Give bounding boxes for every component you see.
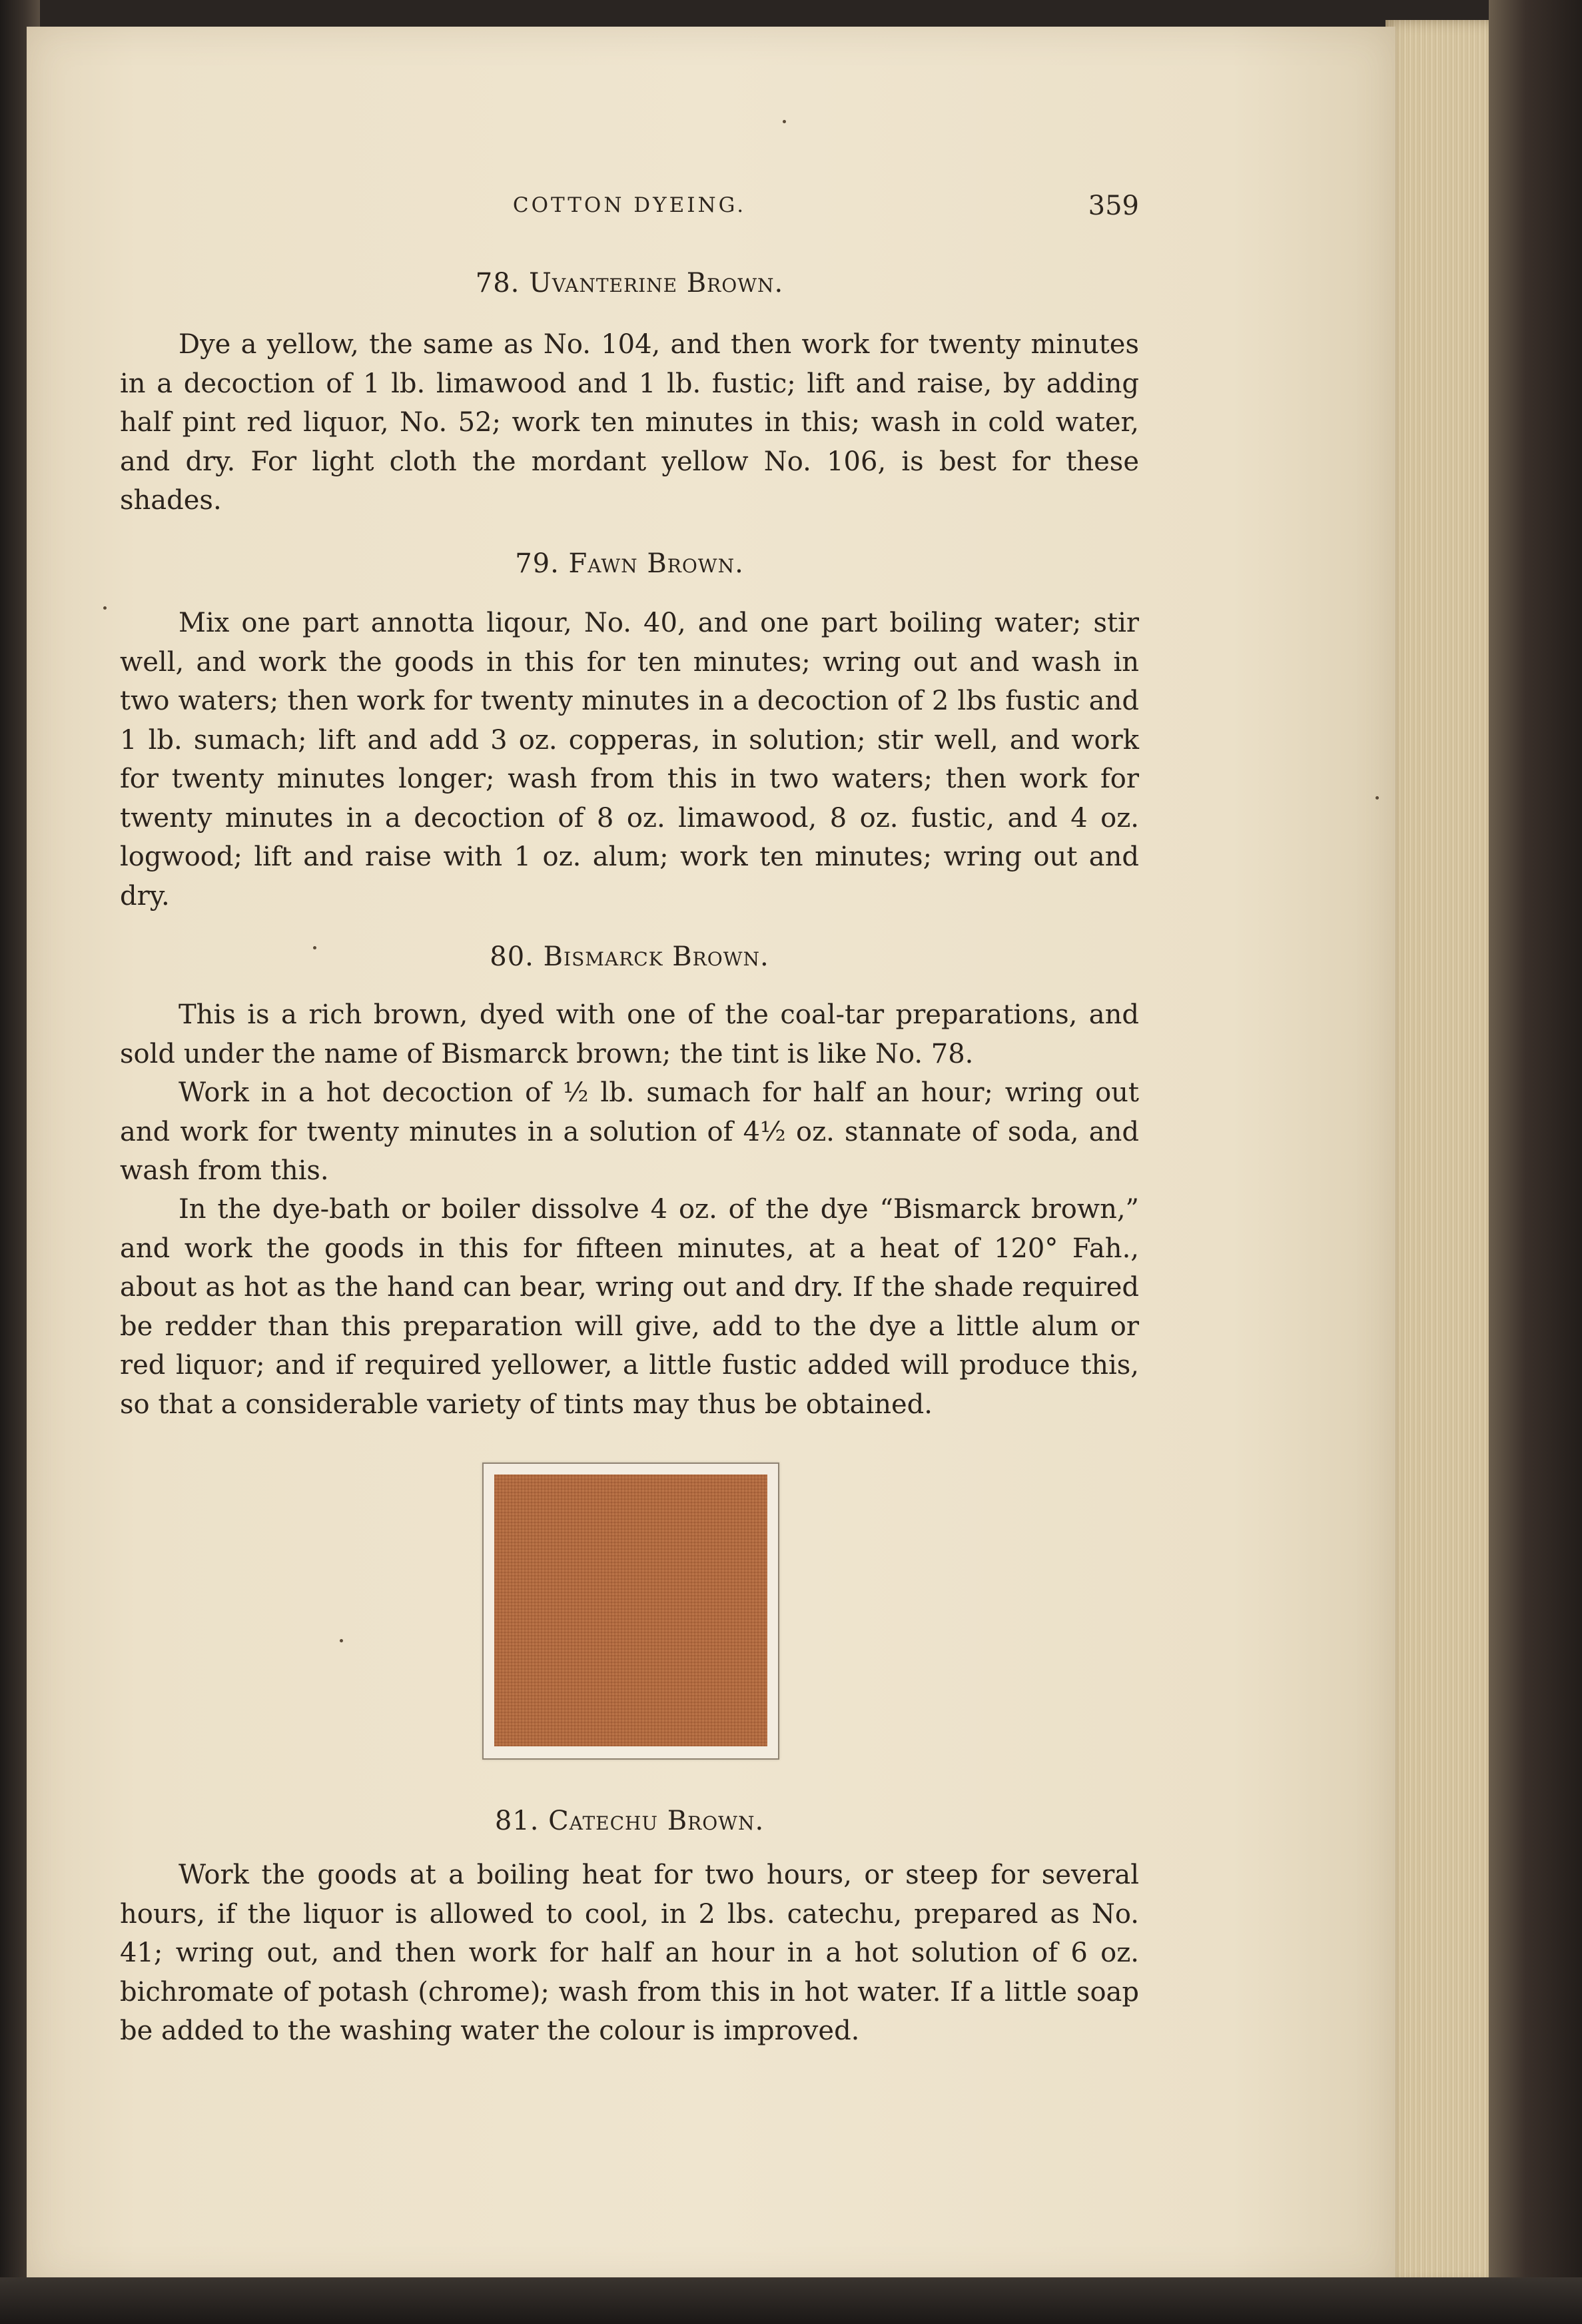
page-number: 359 bbox=[1088, 191, 1139, 221]
paper-speck bbox=[103, 606, 107, 610]
section-title: Catechu Brown. bbox=[548, 1806, 765, 1836]
dye-sample-mount bbox=[482, 1462, 779, 1760]
section-title: Uvanterine Brown. bbox=[529, 268, 784, 298]
section-80-paragraph-2: Work in a hot decoction of ½ lb. sumach for half an hour; wring out and work for twenty minutes in a solution of 4½ oz. stannate of soda, and wash from this. bbox=[120, 1077, 1139, 1186]
section-number: 81. bbox=[494, 1806, 540, 1836]
section-81-paragraph-1: Work the goods at a boiling heat for two hours, or steep for several hours, if the liquor is allowed to cool, in 2 lbs. catechu, prepared as No. 41; wring out, and then work for half an hour in a hot solution of 6 oz. bichromate of potash (chrome); wash from this in hot water. If a little soap be added to the washing water the colour is improved. bbox=[120, 1860, 1139, 2046]
section-78-paragraph-1: Dye a yellow, the same as No. 104, and then work for twenty minutes in a decoction of 1 lb. limawood and 1 lb. fustic; lift and raise, by adding half pint red liquor, No. 52; work ten minutes in this; wash in cold water, and dry. For light cloth the mordant yellow No. 106, is best for these shades. bbox=[120, 329, 1139, 516]
section-heading-81 bbox=[120, 1806, 1139, 1836]
running-head bbox=[120, 193, 1139, 227]
section-title: Fawn Brown. bbox=[568, 548, 744, 579]
section-number: 79. bbox=[515, 548, 560, 579]
section-80-paragraph-1: This is a rich brown, dyed with one of the coal-tar preparations, and sold under the name of Bismarck brown; the tint is like No. 78. bbox=[120, 999, 1139, 1069]
section-heading-78 bbox=[120, 268, 1139, 298]
paper-speck bbox=[1376, 796, 1379, 800]
paper-speck bbox=[313, 946, 316, 949]
running-title: COTTON DYEING. bbox=[512, 193, 747, 217]
section-title: Bismarck Brown. bbox=[543, 941, 769, 972]
page-block-edges bbox=[1385, 20, 1492, 2285]
book-cover-bottom-edge bbox=[0, 2277, 1582, 2324]
section-number: 78. bbox=[475, 268, 520, 298]
dye-sample-swatch bbox=[494, 1474, 767, 1746]
section-79-paragraph-1: Mix one part annotta liqour, No. 40, and one part boiling water; stir well, and work the goods in this for ten minutes; wring out and wash in two waters; then work for twenty minutes in a decoction of 2 lbs fustic and 1 lb. sumach; lift and add 3 oz. copperas, in solution; stir well, and work for twenty minutes longer; wash from this in two waters; then work for twenty minutes in a decoction of 8 oz. limawood, 8 oz. fustic, and 4 oz. logwood; lift and raise with 1 oz. alum; work ten minutes; wring out and dry. bbox=[120, 608, 1139, 911]
section-heading-80 bbox=[120, 941, 1139, 972]
section-80-paragraph-3: In the dye-bath or boiler dissolve 4 oz. of the dye “Bismarck brown,” and work the goods in this for fifteen minutes, at a heat of 120° Fah., about as hot as the hand can bear, wring out and dry. If the shade required be redder than this preparation will give, add to the dye a little alum or red liquor; and if required yellower, a little fustic added will produce this, so that a considerable variety of tints may thus be obtained. bbox=[120, 1194, 1139, 1420]
section-number: 80. bbox=[490, 941, 534, 972]
book-cover-right-edge bbox=[1489, 0, 1582, 2324]
paper-speck bbox=[340, 1639, 343, 1642]
section-heading-79 bbox=[120, 548, 1139, 579]
paper-speck bbox=[783, 120, 786, 123]
